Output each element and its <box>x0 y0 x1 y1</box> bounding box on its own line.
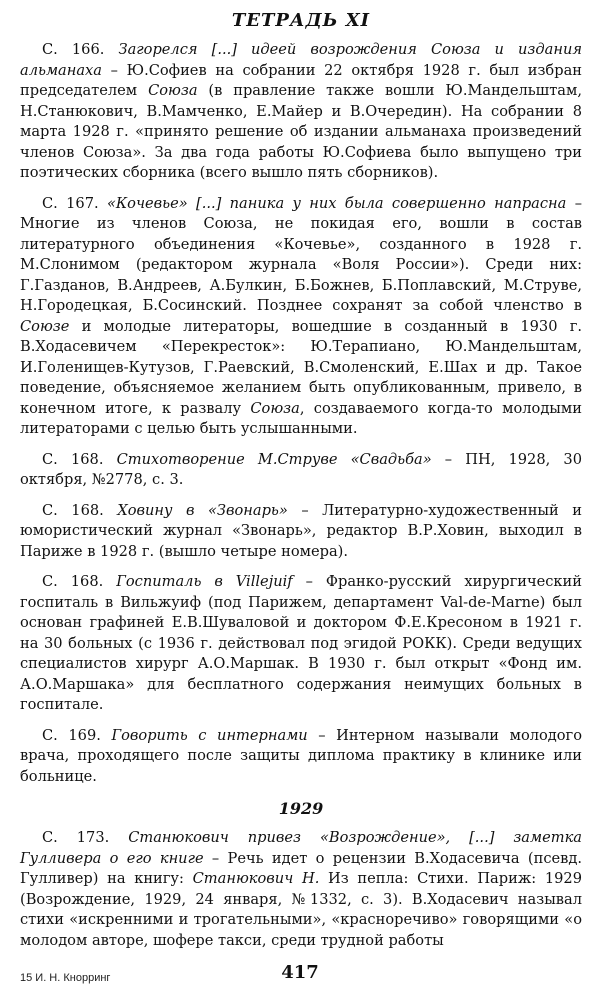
commentary-entry <box>20 194 582 440</box>
entries-1929 <box>20 828 582 951</box>
section-title: ТЕТРАДЬ XI <box>231 10 371 31</box>
entry-text: и молодые литераторы, вошедшие в созданный в 1930 г. В.Ходасевичем «Перекресток»: Ю.Терапиано, Ю.Мандельштам, И.Голенищев-Кутузов, Г.Раевский, В.Смоленский, Е.Шах и др. Такое поведение, объясняемое желанием быть опубликованным, привело, в конечном итоге, к развалу <box>20 317 582 417</box>
entry-page-ref: С. 167. <box>42 194 99 212</box>
entry-text: Из пепла: Стихи. Париж: 1929 (Возрождение, 1929, 24 января, №1332, с. 3). В.Ходасевич называл стихи «искренними и трогательными», «красноречиво» говорящими «о молодом авторе, шофере такси, среди трудной работы <box>20 870 582 949</box>
entry-text: , создаваемого когда-то молодыми литераторами с целью быть услышанными. <box>20 399 582 437</box>
entry-text: – Речь идет о рецензии В.Ходасевича (псевд. Гулливер) на книгу: <box>20 849 582 887</box>
commentary-entry <box>20 726 582 788</box>
entry-page-ref: С. 166. <box>42 41 105 58</box>
entry-quote: «Кочевье» [...] паника у них была совершенно напрасна <box>106 194 567 212</box>
entry-text: – Ю.Софиев на собрании 22 октября 1928 г. был избран председателем <box>20 61 582 99</box>
entries-1928 <box>20 40 582 787</box>
commentary-entry <box>20 828 582 951</box>
entry-page-ref: С. 168. <box>42 573 104 590</box>
commentary-entry <box>20 40 582 184</box>
entry-text: – Интерном называли молодого врача, проходящего после защиты диплома практику в клинике или больнице. <box>20 726 582 785</box>
entry-quote: Ховину в «Звонарь» <box>117 501 288 519</box>
signature-mark: 15 И. Н. Кнорринг <box>20 972 111 984</box>
year-heading: 1929 <box>278 799 324 818</box>
entry-italic-text: Союза <box>148 82 198 99</box>
entry-italic-text: Станюкович Н. <box>192 870 320 887</box>
entry-text: – Франко-русский хирургический госпиталь в Вильжуиф (под Парижем, департамент Val-de-Marne) был основан графиней Е.В.Шуваловой и доктором Ф.Е.Кресоном в 1921 г. на 30 больных (с 1936 г. действовал под эгидой РОКК). Среди ведущих специалистов хирург А.О.Маршак. В 1930 г. был открыт «Фонд им. А.О.Маршака» для бесплатного содержания неимущих больных в госпитале. <box>20 573 583 713</box>
entry-page-ref: С. 173. <box>42 829 110 846</box>
entry-page-ref: С. 168. <box>42 450 104 468</box>
entry-text: – Многие из членов Союза, не покидая его, вошли в состав литературного объединения «Кочевье», созданного в 1928 г. М.Слонимом (редактором журнала «Воля России»). Среди них: Г.Газданов, В.Андреев, А.Булкин, Б.Божнев, Б.Поплавский, М.Струве, Н.Городецкая, Б.Сосинский. Позднее сохранят за собой членство в <box>20 194 582 314</box>
entry-italic-text: Союза <box>250 399 300 417</box>
entry-quote: Госпиталь в Villejuif <box>116 573 293 590</box>
entry-text: – Литературно-художественный и юмористический журнал «Звонарь», редактор В.Р.Ховин, выходил в Париже в 1928 г. (вышло четыре номера). <box>20 501 583 560</box>
entry-text: – ПН, 1928, 30 октября, №2778, с. 3. <box>20 450 582 488</box>
entry-text: (в правление также вошли Ю.Мандельштам, Н.Станюкович, В.Мамченко, Е.Майер и В.Очередин). На собрании 8 марта 1928 г. «принято решение об издании альманаха произведений членов Союза». За два года работы Ю.Софиева было выпущено три поэтических сборника (всего вышло пять сборников). <box>20 82 583 181</box>
page-body <box>20 10 582 951</box>
entry-quote: Говорить с интернами <box>111 726 308 744</box>
commentary-entry <box>20 501 582 563</box>
entry-page-ref: С. 168. <box>42 501 104 519</box>
commentary-entry <box>20 450 582 491</box>
entry-quote: Станюкович привез «Возрождение», [...] заметка Гулливера о его книге <box>20 829 582 867</box>
entry-quote: Стихотворение М.Струве «Свадьба» <box>116 450 432 468</box>
page-number: 417 <box>281 962 319 983</box>
commentary-entry <box>20 572 582 716</box>
entry-page-ref: С. 169. <box>42 726 101 744</box>
entry-quote: Загорелся [...] идеей возрождения Союза и издания альманаха <box>20 41 583 79</box>
entry-italic-text: Союзе <box>20 317 70 335</box>
